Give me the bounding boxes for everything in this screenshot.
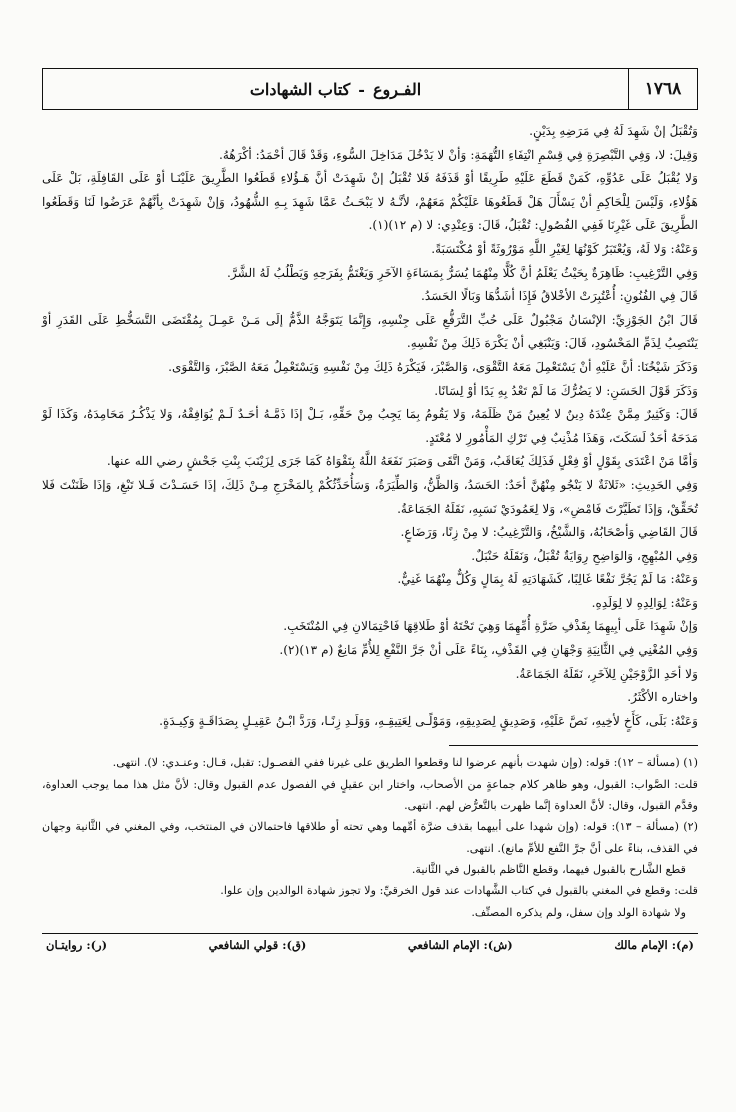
- footnote: (١) (مسألة – ١٢): قوله: (وإن شهدت بأنهم عرضوا لنا وقطعوا الطريق على غيرنا ففي الفصـول: تقبل، قـال: وعنـدي: لا). انتهى.: [112, 756, 698, 770]
- paragraph: وَلا أحَدِ الزَّوْجَيْنِ لِلآخَرِ، نَقَلَهُ الجَمَاعَةُ.: [515, 666, 698, 681]
- title-separator: -: [358, 79, 365, 99]
- legend-item: (ش): الإمام الشافعي: [407, 937, 513, 952]
- paragraph: وَفِي الحَدِيثِ: «ثَلاثَةٌ لا يَنْجُو مِنْهُنَّ أحَدٌ: الحَسَدُ، وَالظَّنُّ، وَالطِّيَرَةُ، وَسَأُحَدِّثُكُمْ بِالمَخْرَجِ مِـنْ ذَلِكَ، إذَا حَسَـدْتَ فَـلا تَبْغِ، وَإذَا ظَنَنْتَ فَلا تُحَقِّقْ، وَإذَا تَطَيَّرْتَ فَامْضِ»، وَلا لِعَمُودَيْ نَسَبِهِ، نَقَلَهُ الجَمَاعَةُ.: [42, 477, 698, 516]
- page: [42, 68, 698, 952]
- footnote: (٢) (مسألة – ١٣): قوله: (وإن شهدا على أبيهما بقذف ضرَّة أمِّهما وهي تحته أو طلاقها فاحتمالان في المنتخب، وفي المغني في الثَّانية وجهان في القذف، بناءً على أنَّ جرَّ النَّفع للأمِّ مانع). انتهى.: [42, 820, 699, 855]
- paragraph: وَقِيلَ: لا، وَفِي التَّبْصِرَةِ فِي قِسْمِ انْتِفَاءِ التُّهَمَةِ: وَأنْ لا يَدْخُلَ مَدَاخِلَ السُّوءِ، وَقَدْ قَالَ أحْمَدُ: أكْرَهُهُ.: [219, 147, 698, 162]
- paragraph: وَفِي التَّرْغِيبِ: ظَاهِرَةٌ بِحَيْثُ يَعْلَمُ أنَّ كُلًّا مِنْهُمَا يُسَرُّ بِمَسَاءَةِ الآخَرِ وَيَغْتَمُّ بِفَرَحِهِ وَيَطْلُبُ لَهُ الشَّرَّ.: [227, 265, 698, 280]
- paragraph: قَالَ القَاضِي وَأصْحَابُهُ، وَالشَّيْخُ، وَالتَّرْغِيبُ: لا مِنْ زِنًا، وَرَضَاعٍ.: [400, 525, 698, 540]
- footnotes: [42, 752, 698, 922]
- footnote-divider: [449, 745, 698, 746]
- paragraph: قَالَ: وَكَثِيرٌ مِمَّنْ عِنْدَهُ دِينٌ لا يُعِينُ مَنْ ظَلَمَهُ، وَلا يَقُومُ بِمَا يَجِبُ مِنْ حَقِّهِ، بَـلْ إذَا ذَمَّـهُ أحَـدٌ لَـمْ يُوَافِقْهُ، وَلا يَذْكُـرُ مَحَامِدَهُ، وَكَذَا لَوْ مَدَحَهُ أحَدٌ لَسَكَتَ، وَهَذَا مُذْنِبٌ فِي تَرْكِ المَأْمُورِ لا مُعْتَدٍ.: [42, 407, 698, 445]
- main-text: [42, 120, 698, 733]
- paragraph: وَعَنْهُ: وَلا لَهُ، وَيُعْتَبَرُ كَوْنُهَا لِغَيْرِ اللَّهِ مَوْرُوثَةً أوْ مُكْتَسَبَةً.: [431, 241, 698, 256]
- book-title: كتاب الشهادات: [249, 79, 351, 99]
- footnote: ولا شهادة الولد وإن سفل، ولم يذكره المصنِّف.: [471, 905, 686, 919]
- paragraph: وَعَنْهُ: بَلَى، كَأَخٍ لأخِيهِ، نَصَّ عَلَيْهِ، وَصَدِيقٍ لِصَدِيقِهِ، وَمَوْلًـى لِعَتِيقِـهِ، وَوَلَـدِ زِنًـا، وَرَدَّ ابْـنُ عَقِيـلٍ بِصَدَاقَـةٍ وَكِيـدَةٍ.: [159, 713, 698, 728]
- running-title: [43, 69, 628, 109]
- paragraph: وَفِي المُغْنِي فِي الثَّانِيَةِ وَجْهَانِ فِي القَذْفِ، بِنَاءً عَلَى أنْ جَرَّ النَّفْعِ لِلأُمِّ مَانِعٌ (م ١٣)(٢).: [279, 643, 698, 658]
- footnote: قلت: الصَّواب: القبول، وهو ظاهر كلام جماعةٍ من الأصحاب، واختار ابن عقيلٍ في الفصول عدم القبول وقال: لأنَّ مثل هذا مما يوجب العداوة، وقدَّم القبول، وقال: لأنَّ العداوة إنَّما ظهرت بالتَّعرُّض لهم. انتهى.: [42, 777, 698, 813]
- legend-item: (ق): قولي الشافعي: [208, 937, 307, 952]
- section-title: الفـروع: [372, 79, 422, 99]
- paragraph: وَعَنْهُ: لِوَالِدِهِ لا لِوَلَدِهِ.: [591, 595, 698, 610]
- abbreviation-legend: [42, 934, 698, 952]
- legend-item: (ر): روايتـان: [46, 937, 108, 952]
- paragraph: وَذَكَرَ شَيْخُنَا: أنَّ عَلَيْهِ أنْ يَسْتَعْمِلَ مَعَهُ التَّقْوَى، وَالصَّبْرَ، فَيَكْرَهُ ذَلِكَ مِنْ نَفْسِهِ وَيَسْتَعْمِلُ مَعَهُ الصَّبْرَ، وَالتَّقْوَى.: [168, 359, 698, 374]
- page-header: [42, 68, 698, 110]
- paragraph: وَفِي المُبْهِجِ، وَالوَاضِحِ رِوَايَةٌ تُقْبَلُ، وَنَقَلَهُ حَنْبَلٌ.: [471, 548, 698, 563]
- paragraph: وَذَكَرَ قَوْلَ الحَسَنِ: لا يَضُرُّكَ مَا لَمْ تَعْدُ بِهِ يَدًا أوْ لِسَانًا.: [434, 383, 698, 398]
- paragraph: قَالَ ابْنُ الجَوْزِيِّ: الإنْسَانُ مَجْبُولٌ عَلَى حُبِّ التَّرَفُّعِ عَلَى جِنْسِهِ، وَإِنَّمَا يَتَوَجَّهُ الذَّمُّ إلَى مَـنْ عَمِـلَ بِمُقْتَضَى التَّسَخُّطِ عَلَى القَدَرِ أوْ يَنْتَصِبُ لِذَمِّ المَحْسُودِ، قَالَ: وَيَنْبَغِي أنْ يَكْرَهَ ذَلِكَ مِنْ نَفْسِهِ.: [42, 312, 698, 351]
- paragraph: وَلا يُقْبَلُ عَلَى عَدُوِّهِ، كَمَنْ قَطَعَ عَلَيْهِ طَرِيقًا أوْ قَذَفَهُ فَلا تُقْبَلُ إنْ شَهِدَتْ أنَّ هَـؤُلاءِ قَطَعُوا الطَّرِيقَ عَلَيْنَـا أوْ عَلَى القَافِلَةِ، بَلْ عَلَى هَؤُلاءِ، وَلَيْسَ لِلْحَاكِمِ أنْ يَسْأَلَ هَلْ قَطَعُوهَا عَلَيْكُمْ مَعَهُمْ، لأنَّـهُ لا يَبْحَـثُ عَمَّا شَهِدَ بِـهِ الشُّهُودُ، وَإنْ شَهِدَتْ بِأنَّهُمْ عَرَضُوا لَنَا وَقَطَعُوا الطَّرِيقَ عَلَى غَيْرِنَا فَفِي الفُصُولِ: تُقْبَلُ، قَالَ: وَعِنْدِي: لا (م ١٢)(١).: [42, 171, 698, 233]
- footnote: قلت: وقطع في المغني بالقبول في كتاب الشَّهادات عند قول الخرقيِّ: ولا تجوز شهادة الوالدين وإن علوا.: [220, 884, 698, 898]
- footnote: قطع الشَّارح بالقبول فيهما، وقطع النَّاظم بالقبول في الثَّانية.: [411, 862, 686, 876]
- paragraph: وَأمَّا مَنْ اعْتَدَى بِقَوْلٍ أوْ فِعْلٍ فَذَلِكَ يُعَاقَبُ، وَمَنْ اتَّقَى وَصَبَرَ نَفَعَهُ اللَّهُ بِتَقْوَاهُ كَمَا جَرَى لِزَيْنَبَ بِنْتِ جَحْشٍ رضي الله عنها.: [106, 454, 698, 469]
- paragraph: وَإنْ شَهِدَا عَلَى أبِيهِمَا بِقَذْفِ ضَرَّةِ أُمِّهِمَا وَهِيَ تَحْتَهُ أوْ طَلاقِهَا فَاحْتِمَالانِ فِي المُنْتَخَبِ.: [283, 619, 698, 634]
- paragraph: وَتُقْبَلُ إنْ شَهِدَ لَهُ فِي مَرَضِهِ بِدَيْنٍ.: [529, 124, 698, 138]
- legend-item: (م): الإمام مالك: [614, 937, 694, 952]
- paragraph: وَعَنْهُ: مَا لَمْ يَجُرَّ نَفْعًا غَالِبًا، كَشَهَادَتِهِ لَهُ بِمَالٍ وَكُلٌّ مِنْهُمَا غَنِيٌّ.: [397, 572, 698, 587]
- paragraph: قَالَ فِي الفُنُونِ: أُعْتُبِرَتْ الأخْلاقُ فَإِذَا أشَدُّهَا وَبَالًا الحَسَدُ.: [420, 289, 698, 304]
- page-number: ١٧٦٨: [628, 69, 697, 109]
- paragraph: واختاره الأكْثَرُ.: [627, 690, 698, 705]
